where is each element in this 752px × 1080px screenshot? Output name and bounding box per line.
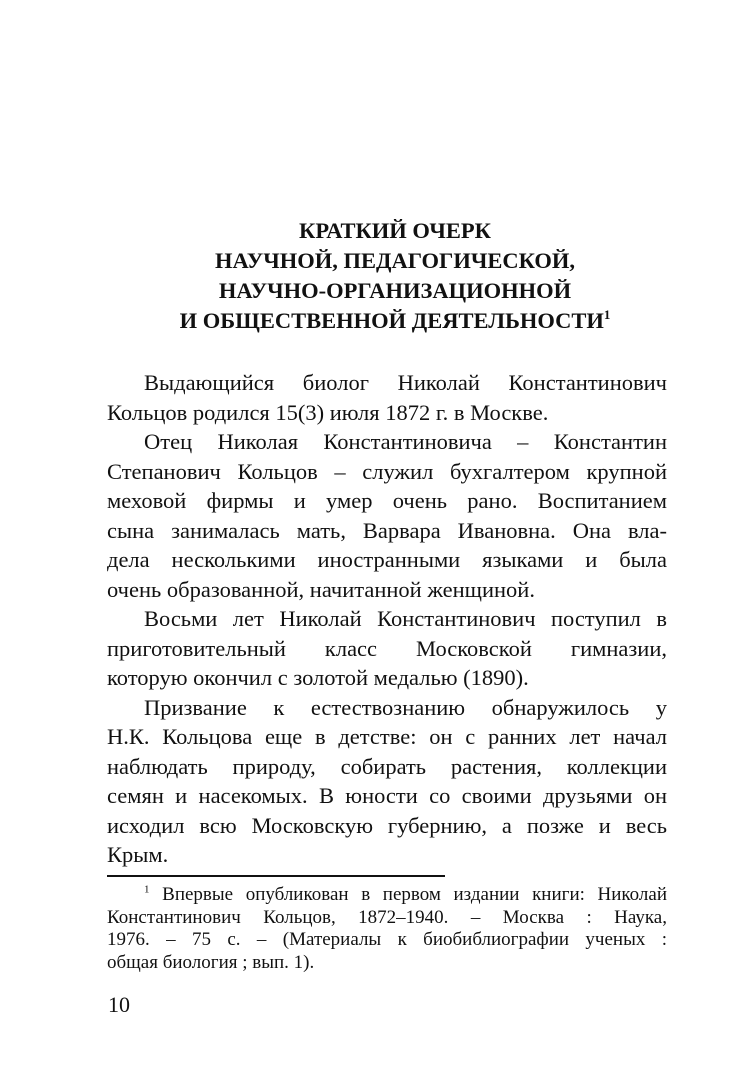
text-line: Призвание к естествознанию обнаружилось у bbox=[144, 694, 667, 720]
title-line-4 bbox=[100, 306, 690, 336]
footnote-line: Константинович Кольцов, 1872–1940. – Москва : Наука, bbox=[107, 906, 667, 928]
text-line: дела несколькими иностранными языками и была bbox=[107, 547, 667, 572]
text-line: семян и насекомых. В юности со своими друзьями он bbox=[107, 783, 667, 808]
body-text bbox=[107, 368, 667, 870]
chapter-title bbox=[100, 216, 690, 336]
text-line: меховой фирмы и умер очень рано. Воспитанием bbox=[107, 488, 667, 513]
footnote-line-text: Впервые опубликован в первом издании книги: Николай bbox=[162, 884, 667, 905]
text-line: которую окончил с золотой медалью (1890). bbox=[107, 665, 529, 690]
text-line: Отец Николая Константиновича – Константин bbox=[144, 429, 667, 454]
text-line: Кольцов родился 15(3) июля 1872 г. в Москве. bbox=[107, 399, 549, 425]
text-line: сына занималась мать, Варвара Ивановна. Она вла- bbox=[107, 517, 667, 543]
text-line: приготовительный класс Московской гимназии, bbox=[107, 635, 667, 661]
paragraph-4 bbox=[107, 693, 667, 870]
text-line: наблюдать природу, собирать растения, коллекции bbox=[107, 753, 667, 779]
paragraph-1 bbox=[107, 368, 667, 427]
title-line-3: НАУЧНО-ОРГАНИЗАЦИОННОЙ bbox=[218, 278, 572, 303]
title-line-2: НАУЧНОЙ, ПЕДАГОГИЧЕСКОЙ, bbox=[214, 248, 575, 273]
footnote bbox=[107, 884, 667, 974]
paragraph-3 bbox=[107, 604, 667, 693]
title-line-1: КРАТКИЙ ОЧЕРК bbox=[299, 218, 491, 243]
text-line: исходил всю Московскую губернию, а позже и весь bbox=[107, 812, 667, 838]
text-line: Крым. bbox=[107, 842, 169, 867]
paragraph-2 bbox=[107, 427, 667, 604]
text-line: Н.К. Кольцова еще в детстве: он с ранних лет начал bbox=[107, 724, 667, 749]
footnote-mark: 1 bbox=[144, 883, 150, 896]
title-line-4-text: И ОБЩЕСТВЕННОЙ ДЕЯТЕЛЬНОСТИ bbox=[179, 308, 604, 333]
footnote-line: 1976. – 75 с. – (Материалы к биобиблиографии ученых : bbox=[107, 929, 667, 950]
footnote-line bbox=[107, 884, 667, 907]
page-number: 10 bbox=[108, 992, 130, 1017]
text-line: очень образованной, начитанной женщиной. bbox=[107, 576, 535, 602]
text-line: Степанович Кольцов – служил бухгалтером крупной bbox=[107, 458, 667, 484]
title-footnote-mark: 1 bbox=[603, 306, 611, 322]
text-line: Выдающийся биолог Николай Константинович bbox=[144, 370, 667, 395]
text-line: Восьми лет Николай Константинович поступил в bbox=[144, 606, 667, 631]
footnote-line: общая биология ; вып. 1). bbox=[107, 951, 315, 973]
footnote-divider bbox=[107, 875, 445, 877]
